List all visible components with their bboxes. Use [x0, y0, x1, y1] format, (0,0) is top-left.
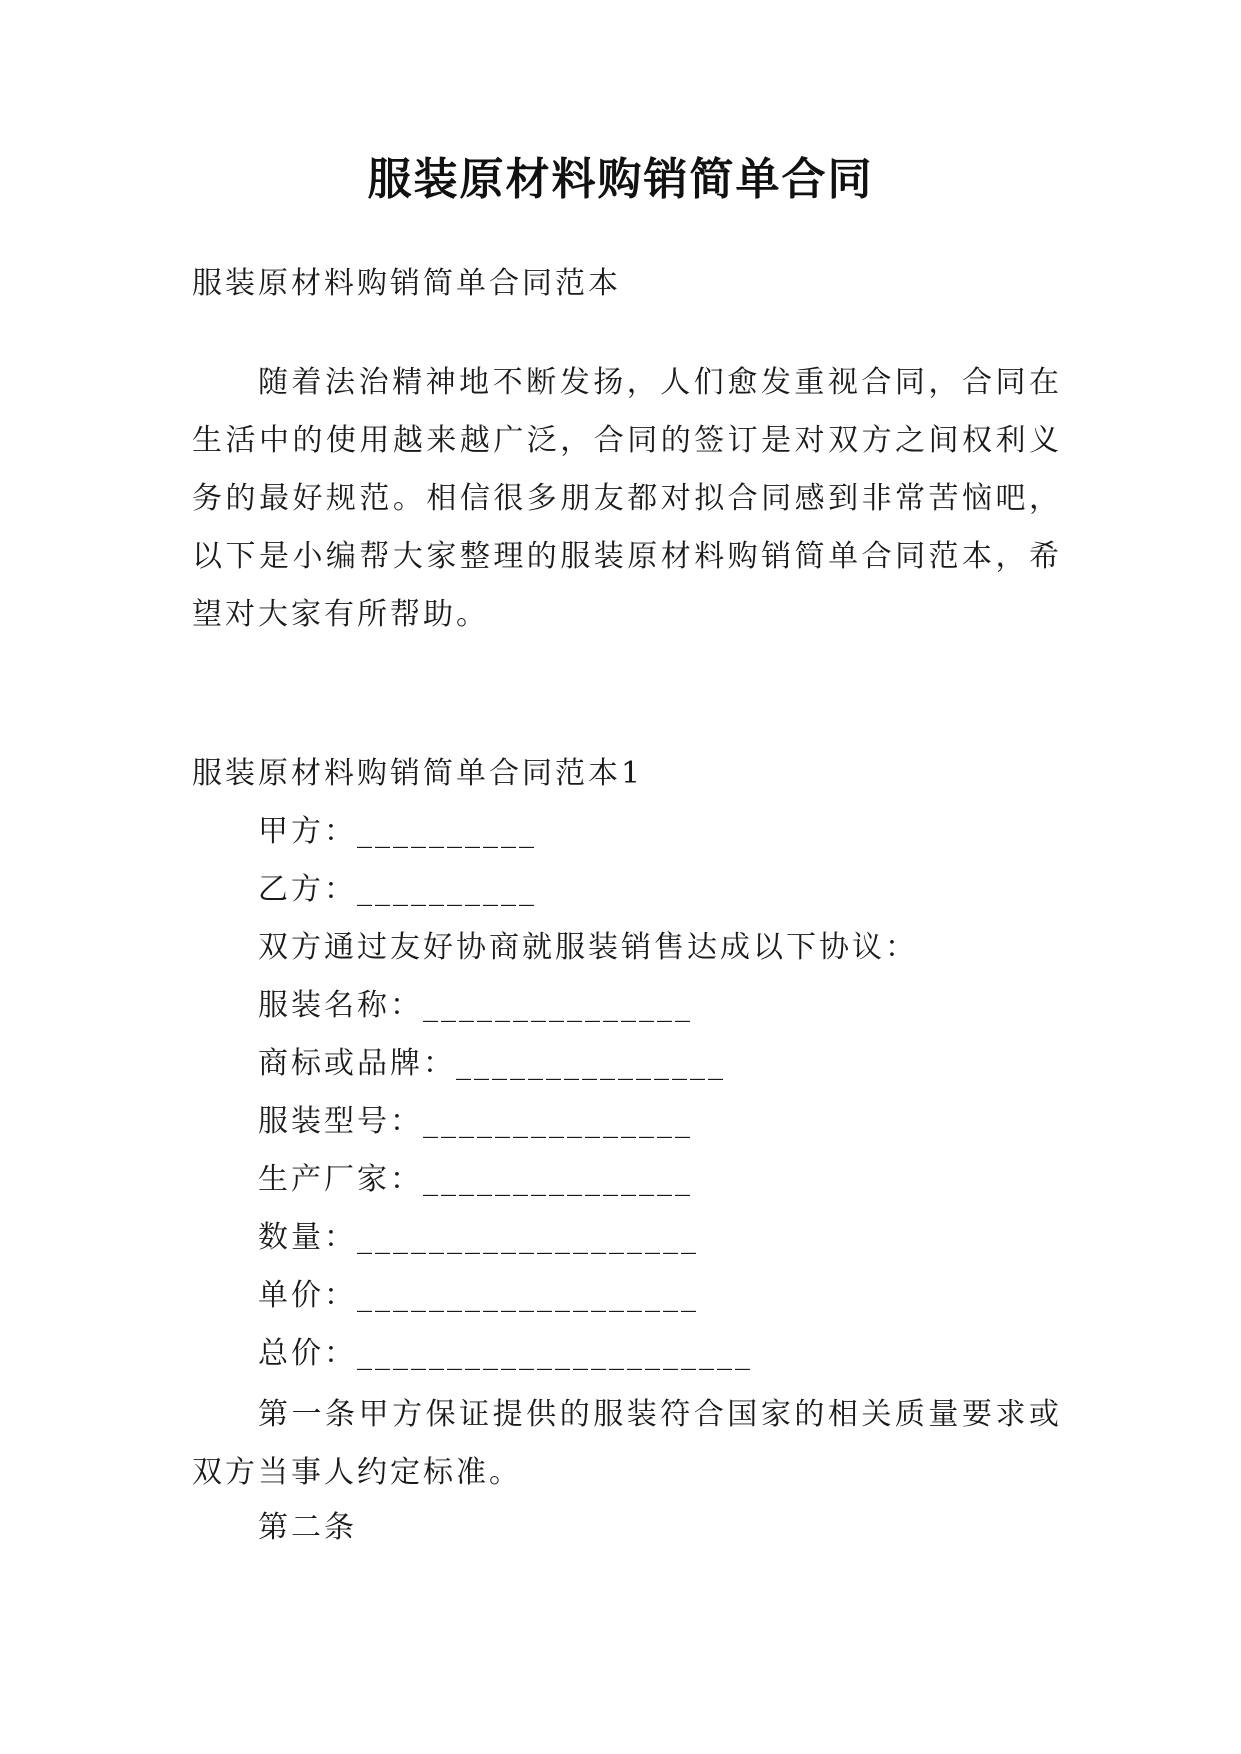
agreement-statement: 双方通过友好协商就服装销售达成以下协议： — [258, 930, 918, 965]
article-2: 第二条 — [258, 1510, 357, 1545]
unit-price-field: 单价：___________________ — [258, 1278, 699, 1313]
party-b-field: 乙方：__________ — [258, 872, 537, 907]
document-title: 服装原材料购销简单合同 — [367, 154, 874, 205]
manufacturer-field: 生产厂家：_______________ — [258, 1162, 693, 1197]
total-price-field: 总价：______________________ — [258, 1336, 753, 1371]
article-1: 第一条甲方保证提供的服装符合国家的相关质量要求或双方当事人约定标准。 — [192, 1397, 1062, 1490]
clothing-name-field: 服装名称：_______________ — [258, 988, 693, 1023]
quantity-field: 数量：___________________ — [258, 1220, 699, 1255]
document-subtitle: 服装原材料购销简单合同范本 — [192, 266, 621, 301]
brand-field: 商标或品牌：_______________ — [258, 1046, 726, 1081]
model-field: 服装型号：_______________ — [258, 1104, 693, 1139]
intro-paragraph: 随着法治精神地不断发扬，人们愈发重视合同，合同在生活中的使用越来越广泛，合同的签订是对双方之间权利义务的最好规范。相信很多朋友都对拟合同感到非常苦恼吧，以下是小编帮大家整理的服装原材料购销简单合同范本，希望对大家有所帮助。 — [192, 365, 1062, 632]
party-a-field: 甲方：__________ — [258, 814, 537, 849]
section-heading: 服装原材料购销简单合同范本1 — [192, 756, 644, 791]
